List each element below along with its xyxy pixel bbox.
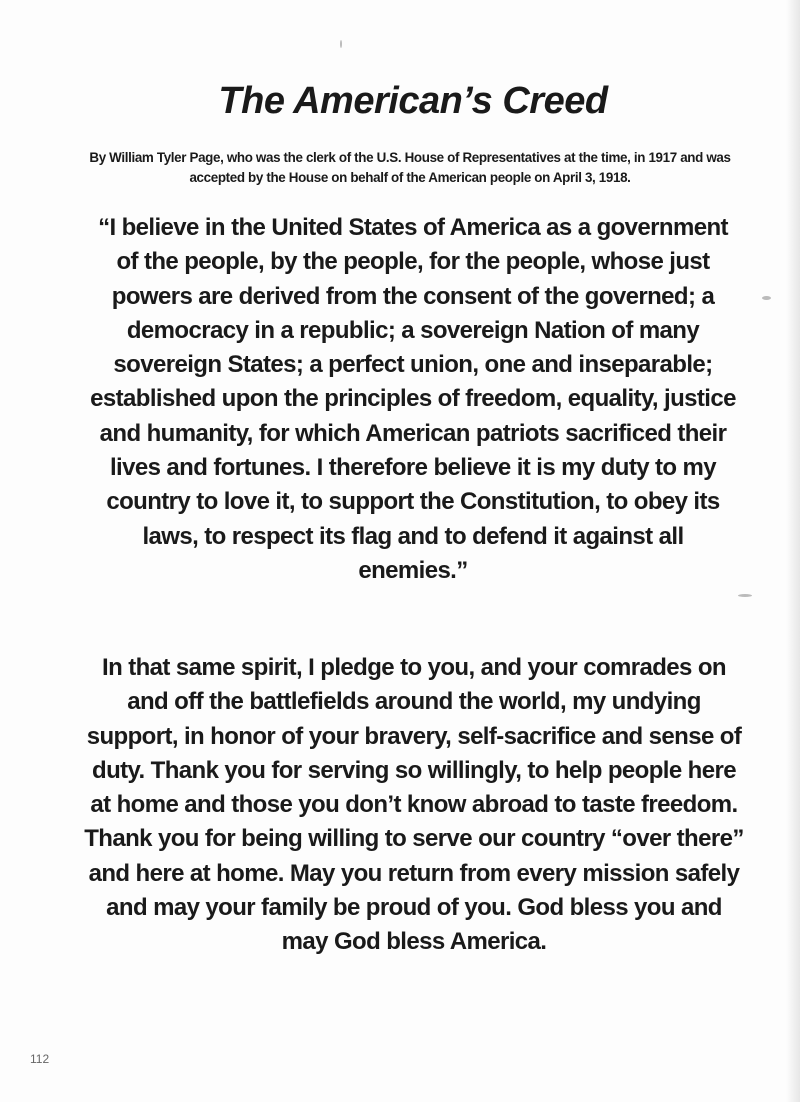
scan-speck bbox=[762, 296, 771, 300]
scan-speck bbox=[738, 594, 752, 597]
page-number: 112 bbox=[30, 1052, 50, 1066]
pledge-paragraph: In that same spirit, I pledge to you, and your comrades on and off the battlefields around the world, my undying support, in honor of your bravery, self-sacrifice and sense of duty. Thank you for serving so willingly, to help people here at home and those you don’t know abroad to taste freedom. Thank you for being willing to serve our country “over there” and here at home. May you return from every mission safely and may your family be proud of you. God bless you and may God bless America. bbox=[84, 654, 744, 956]
scan-edge-shadow bbox=[786, 0, 800, 1102]
page-title: The American’s Creed bbox=[218, 80, 608, 122]
scan-speck bbox=[340, 40, 342, 48]
creed-paragraph: “I believe in the United States of America as a government of the people, by the people, for the people, whose just powers are derived from the consent of the governed; a democracy in a republic; a sovereign Nation of many sovereign States; a perfect union, one and inseparable; established upon the principles of freedom, equality, justice and humanity, for which American patriots sacrificed their lives and fortunes. I therefore believe it is my duty to my country to love it, to support the Constitution, to obey its laws, to respect its flag and to defend it against all enemies.” bbox=[90, 214, 736, 584]
byline: By William Tyler Page, who was the clerk of the U.S. House of Representatives at the time, in 1917 and was accepted by the House on behalf of the American people on April 3, 1918. bbox=[89, 150, 731, 185]
